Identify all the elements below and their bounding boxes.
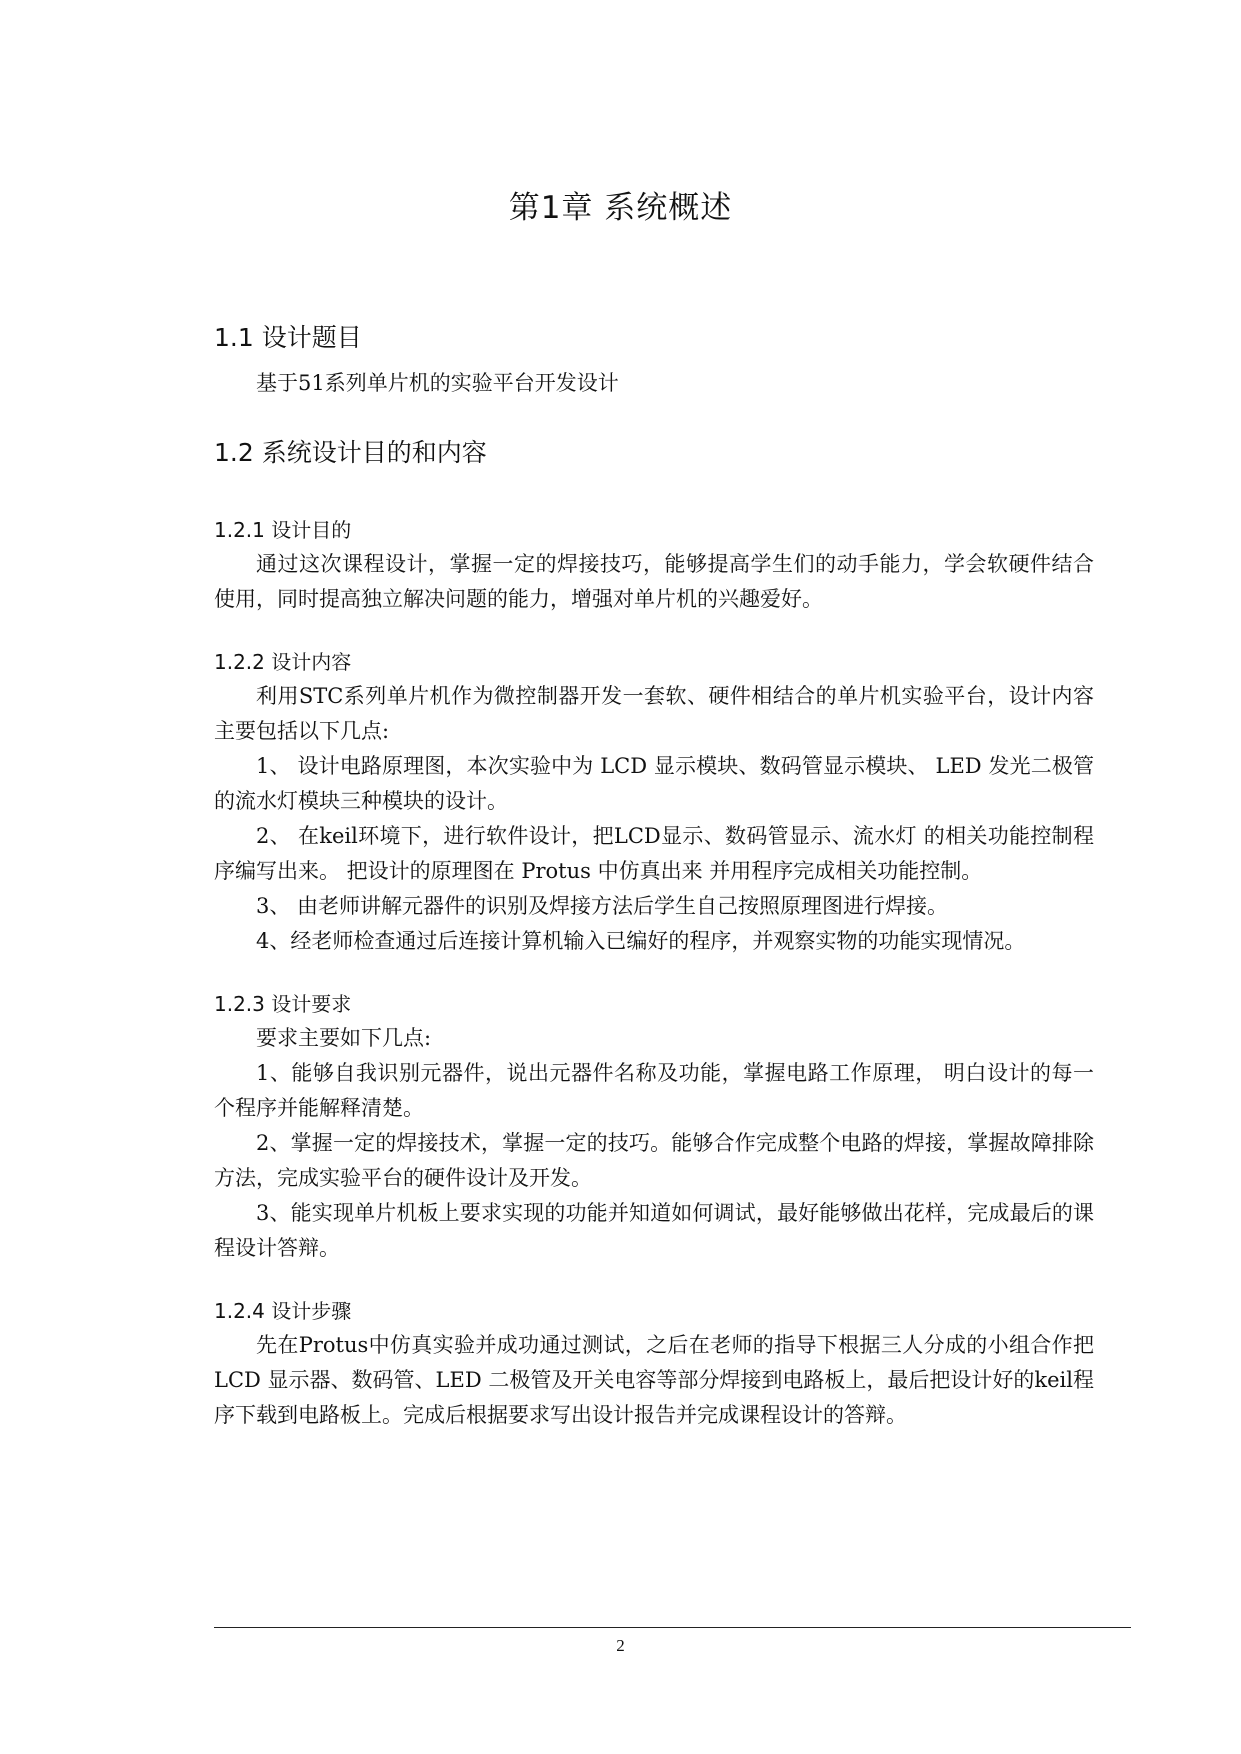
subsection-1-2-3-paragraph: 要求主要如下几点: [256,1026,432,1050]
subsection-1-2-3-item: 1、能够自我识别元器件，说出元器件名称及功能，掌握电路工作原理， 明白设计的每一个程序并能解释清楚。 [214,1061,1094,1120]
subsection-heading-1-2-4: 1.2.4 设计步骤 [214,1299,352,1323]
subsection-1-2-3-item: 3、能实现单片机板上要求实现的功能并知道如何调试，最好能够做出花样，完成最后的课程设计答辩。 [214,1201,1094,1260]
subsection-heading-1-2-3: 1.2.3 设计要求 [214,992,352,1016]
subsection-1-2-2-item: 3、 由老师讲解元器件的识别及焊接方法后学生自己按照原理图进行焊接。 [256,894,949,918]
subsection-1-2-2-item: 4、经老师检查通过后连接计算机输入已编好的程序，并观察实物的功能实现情况。 [256,929,1026,953]
subsection-1-2-1-paragraph: 通过这次课程设计，掌握一定的焊接技巧，能够提高学生们的动手能力，学会软硬件结合使用，同时提高独立解决问题的能力，增强对单片机的兴趣爱好。 [214,552,1094,611]
page-number: 2 [616,1636,625,1655]
subsection-1-2-3-item: 2、掌握一定的焊接技术，掌握一定的技巧。能够合作完成整个电路的焊接，掌握故障排除方法，完成实验平台的硬件设计及开发。 [214,1131,1094,1190]
chapter-title: 第1章 系统概述 [508,190,733,226]
subsection-1-2-2-paragraph: 利用STC系列单片机作为微控制器开发一套软、硬件相结合的单片机实验平台，设计内容主要包括以下几点: [214,684,1094,743]
footer-divider [214,1627,1131,1628]
subsection-heading-1-2-1: 1.2.1 设计目的 [214,518,352,542]
subsection-1-2-4-paragraph: 先在Protus中仿真实验并成功通过测试，之后在老师的指导下根据三人分成的小组合作把 LCD 显示器、数码管、LED 二极管及开关电容等部分焊接到电路板上，最后把设计好的keil程序下载到电路板上。完成后根据要求写出设计报告并完成课程设计的答辩。 [214,1333,1094,1427]
section-heading-1-1: 1.1 设计题目 [214,323,362,352]
section-1-1-paragraph: 基于51系列单片机的实验平台开发设计 [256,371,619,395]
section-heading-1-2: 1.2 系统设计目的和内容 [214,438,487,467]
subsection-1-2-2-item: 1、 设计电路原理图，本次实验中为 LCD 显示模块、数码管显示模块、 LED 发光二极管的流水灯模块三种模块的设计。 [214,754,1094,813]
page-content [214,318,1094,1433]
subsection-heading-1-2-2: 1.2.2 设计内容 [214,650,352,674]
subsection-1-2-2-item: 2、 在keil环境下，进行软件设计，把LCD显示、数码管显示、流水灯 的相关功能控制程序编写出来。 把设计的原理图在 Protus 中仿真出来 并用程序完成相关功能控制。 [214,824,1094,883]
